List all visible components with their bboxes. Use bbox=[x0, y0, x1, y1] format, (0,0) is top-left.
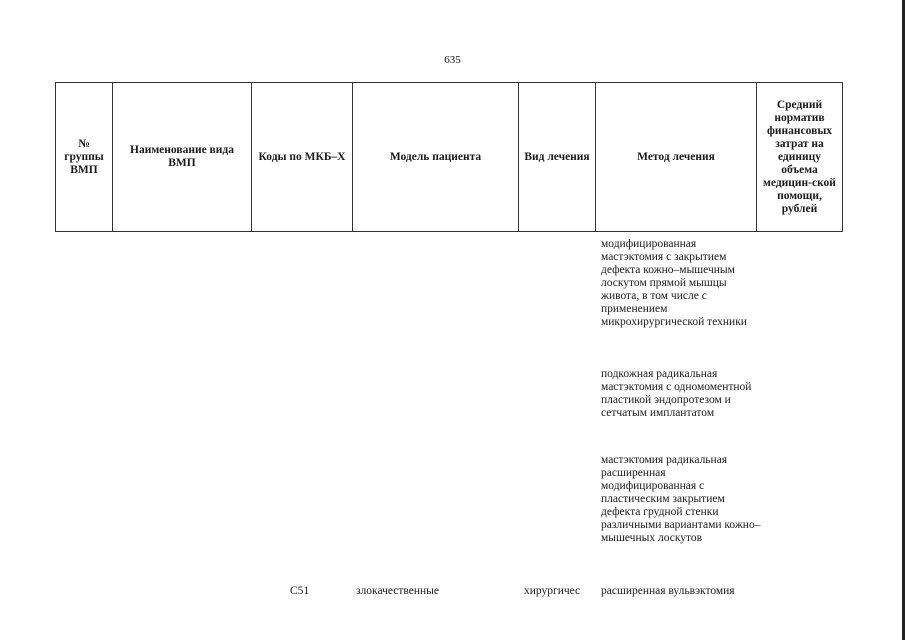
header-vmp-type: Наименование вида ВМП bbox=[113, 83, 252, 232]
header-treatment-method: Метод лечения bbox=[596, 83, 757, 232]
method-text: подкожная радикальная мастэктомия с одномоментной пластикой эндопротезом и сетчатым имплантатом bbox=[601, 368, 752, 419]
table-header bbox=[55, 82, 843, 232]
page-number: 635 bbox=[444, 54, 461, 66]
header-patient-model: Модель пациента bbox=[353, 83, 519, 232]
row-treatment-type: хирургичес bbox=[524, 585, 581, 597]
method-text: мастэктомия радикальная расширенная модифицированная с пластическим закрытием дефекта грудной стенки различными вариантами кожно–мышечных лоскутов bbox=[601, 454, 761, 544]
header-icd-codes: Коды по МКБ–Х bbox=[252, 83, 353, 232]
row-method: расширенная вульвэктомия bbox=[601, 585, 735, 597]
header-treatment-type: Вид лечения bbox=[519, 83, 596, 232]
row-code: C51 bbox=[290, 585, 310, 597]
header-group-number: № группы ВМП bbox=[56, 83, 113, 232]
row-patient-model: злокачественные bbox=[356, 585, 439, 597]
header-avg-cost: Средний норматив финансовых затрат на единицу объема медицин-ской помощи, рублей bbox=[757, 83, 843, 232]
method-text: модифицированная мастэктомия с закрытием дефекта кожно–мышечным лоскутом прямой мышцы живота, в том числе с применением микрохирургической техники bbox=[601, 238, 747, 328]
